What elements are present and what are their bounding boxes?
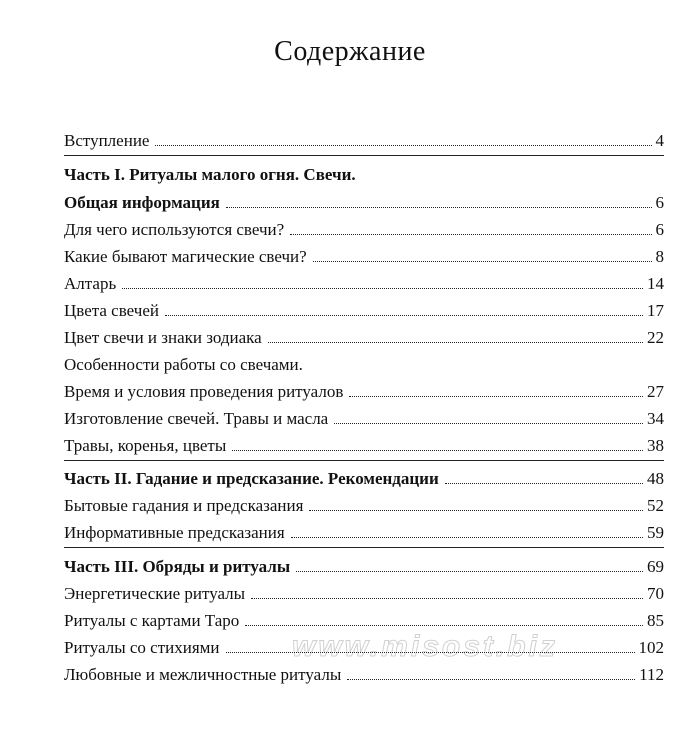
toc-entry-page: 34 (647, 409, 664, 428)
toc-entry-title: Особенности работы со свечами. (64, 355, 303, 374)
toc-entry-page: 70 (647, 584, 664, 603)
watermark: www.misost.biz (292, 630, 558, 663)
toc-entry[interactable] (64, 381, 664, 403)
toc-entry-title: Травы, коренья, цветы (64, 436, 227, 455)
toc-entry[interactable] (64, 435, 664, 457)
toc-entry-title: Часть I. Ритуалы малого огня. Свечи. (64, 165, 356, 184)
dot-leader (155, 144, 651, 146)
dot-leader (347, 678, 635, 680)
toc-entry[interactable] (64, 192, 664, 214)
dot-leader (122, 287, 643, 289)
toc-entry[interactable] (64, 610, 664, 632)
dot-leader (313, 260, 652, 262)
dot-leader (232, 449, 643, 451)
toc-entry-page: 59 (647, 523, 664, 542)
toc-part-heading (64, 164, 664, 186)
toc-entry-title: Алтарь (64, 274, 117, 293)
toc-entry-title: Информативные предсказания (64, 523, 285, 542)
toc-entry-title: Бытовые гадания и предсказания (64, 496, 304, 515)
dot-leader (291, 536, 643, 538)
toc-entry-title: Часть II. Гадание и предсказание. Рекомендации (64, 469, 439, 488)
toc-entry-title: Ритуалы с картами Таро (64, 611, 240, 630)
toc-entry-title: Энергетические ритуалы (64, 584, 246, 603)
toc-entry-page: 6 (655, 193, 664, 212)
toc-entry-title: Ритуалы со стихиями (64, 638, 220, 657)
toc-entry-title: Общая информация (64, 193, 220, 212)
dot-leader (334, 422, 643, 424)
toc-entry-title: Любовные и межличностные ритуалы (64, 665, 342, 684)
toc-entry[interactable] (64, 408, 664, 430)
dot-leader (445, 482, 643, 484)
toc-entry-continuation (64, 354, 664, 376)
toc-entry-page: 112 (639, 665, 664, 684)
toc-entry[interactable] (64, 468, 664, 490)
toc-entry[interactable] (64, 300, 664, 322)
toc-entry[interactable] (64, 522, 664, 544)
toc-entry-page: 22 (647, 328, 664, 347)
toc-entry[interactable] (64, 664, 664, 686)
toc-entry-page: 8 (655, 247, 664, 266)
toc-entry-page: 38 (647, 436, 664, 455)
toc-entry-page: 102 (638, 638, 664, 657)
dot-leader (251, 597, 643, 599)
toc-entry-title: Часть III. Обряды и ритуалы (64, 557, 291, 576)
dot-leader (296, 570, 643, 572)
toc-entry[interactable] (64, 556, 664, 578)
toc-entry-page: 4 (655, 131, 664, 150)
toc-entry-title: Изготовление свечей. Травы и масла (64, 409, 329, 428)
toc-entry-page: 52 (647, 496, 664, 515)
dot-leader (268, 341, 643, 343)
toc-entry-page: 14 (647, 274, 664, 293)
toc-entry-title: Время и условия проведения ритуалов (64, 382, 344, 401)
toc-entry-title: Цвет свечи и знаки зодиака (64, 328, 262, 347)
dot-leader (245, 624, 643, 626)
toc-entry-title: Какие бывают магические свечи? (64, 247, 307, 266)
toc-entry-title: Для чего используются свечи? (64, 220, 285, 239)
toc-entry[interactable] (64, 327, 664, 349)
toc-entry[interactable] (64, 583, 664, 605)
dot-leader (226, 206, 652, 208)
toc-entry-page: 69 (647, 557, 664, 576)
toc-entry-page: 17 (647, 301, 664, 320)
dot-leader (349, 395, 643, 397)
toc-entry-page: 6 (655, 220, 664, 239)
toc-entry-title: Вступление (64, 131, 150, 150)
toc-entry[interactable] (64, 495, 664, 517)
toc-entry[interactable] (64, 273, 664, 295)
dot-leader (290, 233, 651, 235)
toc-entry[interactable] (64, 219, 664, 241)
section-divider (64, 155, 664, 156)
toc-entry-page: 85 (647, 611, 664, 630)
page-title: Содержание (274, 36, 426, 67)
section-divider (64, 460, 664, 461)
toc-entry-title: Цвета свечей (64, 301, 159, 320)
toc-entry-page: 27 (647, 382, 664, 401)
dot-leader (165, 314, 643, 316)
section-divider (64, 547, 664, 548)
toc-entry[interactable] (64, 246, 664, 268)
dot-leader (309, 509, 643, 511)
toc-entry-page: 48 (647, 469, 664, 488)
toc-entry[interactable] (64, 130, 664, 152)
